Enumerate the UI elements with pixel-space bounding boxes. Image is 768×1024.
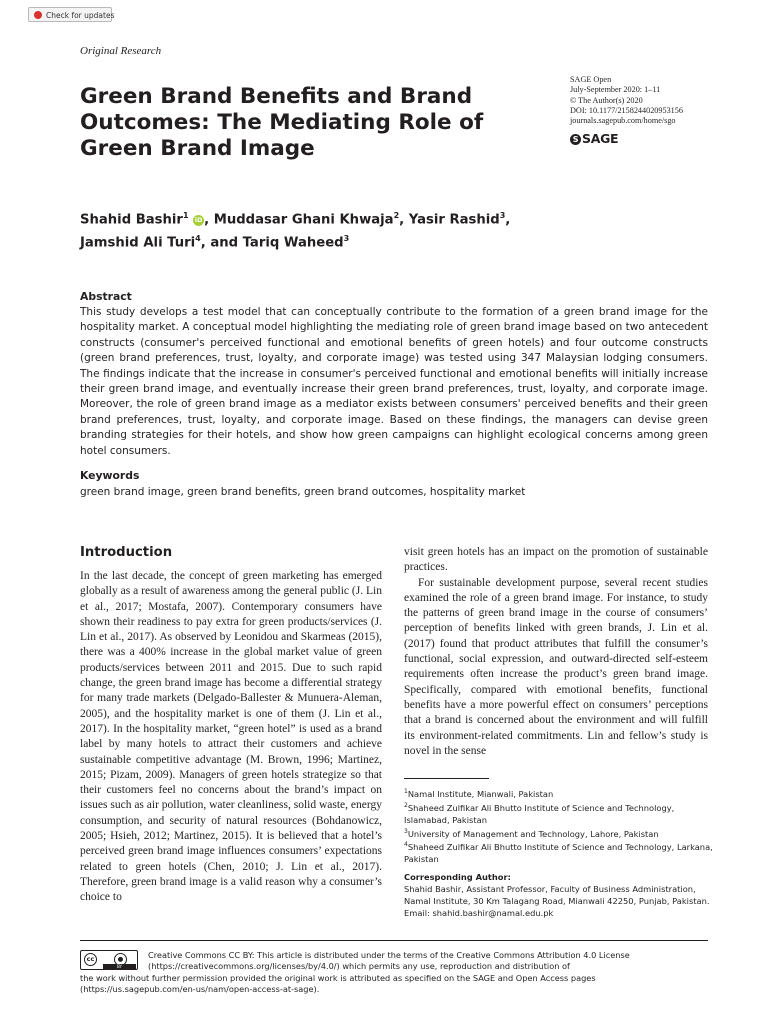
- body-paragraph: visit green hotels has an impact on the promotion of sustainable practices.: [404, 546, 708, 574]
- license-line: Creative Commons CC BY: This article is distributed under the terms of the Creative Commons Attribution 4.0 License: [148, 950, 630, 960]
- creative-commons-icon: cc: [84, 953, 97, 966]
- author-list: [80, 206, 550, 253]
- abstract-text: This study develops a test model that can conceptually contribute to the formation of a green brand image for the hospitality market. A conceptual model highlighting the mediating role of green brand image based on two antecedent constructs (consumer's perceived functional and emotional benefits of green hotels) and four outcome constructs (green brand preferences, trust, loyalty, and corporate image) was tested using 347 Malaysian lodging consumers. The findings indicate that the increase in consumer's perceived functional and emotional benefits will initially increase their green brand image, and eventually increase their green brand preferences, trust, loyalty, and corporate image. Moreover, the role of green brand image as a mediator exists between consumers' perceived benefits and their green brand preferences, trust, loyalty, and corporate image. Based on these findings, the managers can devise green branding strategies for their hotels, and show how green campaigns can highlight ecological concerns among green hotel consumers.: [80, 306, 708, 457]
- license-line: the work without further permission provided the original work is attributed as specified on the SAGE and Open Access pages: [80, 972, 596, 983]
- author-name: Muddasar Ghani Khwaja: [213, 212, 394, 228]
- author-name: Shahid Bashir: [80, 212, 183, 228]
- footnotes: [404, 786, 714, 919]
- paper-title: Green Brand Benefits and Brand Outcomes: The Mediating Role of Green Brand Image: [80, 84, 484, 161]
- corresponding-author-email[interactable]: Email: shahid.bashir@namal.edu.pk: [404, 908, 554, 919]
- body-column-right: [404, 545, 708, 759]
- check-updates-icon: [34, 11, 42, 19]
- body-column-left: [80, 569, 382, 906]
- abstract-heading: Abstract: [80, 290, 132, 303]
- affiliation-note: $^2$Shaheed Zulfikar Ali Bhutto Institute of Science and Technology, Islamabad, Pakistan: [404, 801, 675, 825]
- author-affiliation: 4: [195, 234, 201, 244]
- author-affiliation: 3: [343, 234, 350, 244]
- check-updates-label: Check for updates: [46, 11, 115, 20]
- affiliation-note: $^3$University of Management and Technology, Lahore, Pakistan: [404, 827, 659, 839]
- journal-name: SAGE Open: [570, 75, 612, 84]
- author-name: Yasir Rashid: [408, 212, 500, 228]
- body-paragraph: In the last decade, the concept of green marketing has emerged globally as a result of awareness among the general public (J. Lin et al., 2017; Mostafa, 2007). Contemporary consumers have shown their readiness to pay extra for green products/services (J. Lin et al., 2017). As observed by Leonidou and Skarmeas (2015), there was a 400% increase in the global market value of green products/services between 2011 and 2015. Due to such rapid change, the green brand image has become a differential strategy for many trade markets (Delgado-Ballester & Munuera-Aleman, 2005), and the hospitality market is one of them (J. Lin et al., 2017). In the hospitality market, “green hotel” is used as a brand label by many hotels to attract their customers and achieve sustainable competitive advantage (M. Brown, 1996; Martinez, 2015; Pizam, 2009). Managers of green hotels strategize so that their customers feel no concerns about the brand’s impact on issues such as air pollution, water cleanliness, solid waste, energy consumption, and security of natural resources (Bohdanowicz, 2005; Hsieh, 2012; Martinez, 2015). It is believed that a hotel’s perceived green brand image influences consumers’ expectations related to green hotels (Chen, 2010; J. Lin et al., 2017). Therefore, green brand image is a valid reason why a consumer’s choice to: [80, 570, 382, 904]
- affiliation-note: $^1$Namal Institute, Mianwali, Pakistan: [404, 788, 554, 799]
- license-line: (https://us.sagepub.com/en-us/nam/open-access-at-sage).: [80, 983, 320, 994]
- license-line: (https://creativecommons.org/licenses/by/4.0/) which permits any use, reproduction and distribution of: [148, 961, 570, 972]
- check-for-updates-button[interactable]: [28, 7, 115, 22]
- orcid-icon[interactable]: iD: [194, 216, 203, 225]
- author-affiliation: 2: [393, 211, 400, 220]
- journal-url[interactable]: journals.sagepub.com/home/sgo: [570, 116, 676, 126]
- sage-logo-icon: S: [570, 134, 581, 145]
- author-separator: , and: [200, 235, 243, 251]
- attribution-person-icon: ●: [114, 953, 127, 966]
- affiliation-note: $^4$Shaheed Zulfikar Ali Bhutto Institute of Science and Technology, Larkana, Pakistan: [404, 841, 713, 865]
- author-separator: ,: [505, 212, 511, 228]
- introduction-heading: Introduction: [80, 545, 173, 560]
- footnote-divider: [404, 778, 489, 779]
- journal-doi[interactable]: DOI: 10.1177/2158244020953156: [570, 105, 683, 115]
- author-affiliation: 3: [499, 211, 506, 220]
- journal-metadata: [570, 75, 683, 126]
- author-name: Tariq Waheed: [242, 235, 344, 251]
- sage-logo: S SAGE: [570, 131, 618, 146]
- corresponding-author-heading: Corresponding Author:: [404, 872, 511, 883]
- corresponding-author-line: Shahid Bashir, Assistant Professor, Faculty of Business Administration,: [404, 884, 696, 895]
- corresponding-author-line: Namal Institute, 30 Km Talagang Road, Mianwali 42250, Punjab, Pakistan.: [404, 896, 710, 907]
- journal-issue: July-September 2020: 1–11: [570, 85, 661, 95]
- section-label: Original Research: [80, 45, 162, 57]
- author-separator: ,: [204, 212, 214, 228]
- license-divider: [80, 940, 708, 941]
- keywords-text: green brand image, green brand benefits, green brand outcomes, hospitality market: [80, 486, 526, 498]
- keywords-heading: Keywords: [80, 469, 140, 482]
- license-text: [80, 950, 710, 995]
- journal-copyright: © The Author(s) 2020: [570, 95, 643, 105]
- author-affiliation: 1: [182, 211, 189, 220]
- body-paragraph: For sustainable development purpose, several recent studies examined the role of a green brand image. For instance, to study the patterns of green brand image in the course of consumers’ perception of benefits linked with green brands, J. Lin et al. (2017) found that product attributes that fulfill the consumer’s functional, social expression, and outward-directed self-esteem requirements often increase the product’s green brand image. Specifically, compared with emotional benefits, functional benefits have a more powerful effect on consumers’ perceptions that a brand is concerned about the environment and will fulfill its environment-related commitments. Lin and fellow’s study is novel in the sense: [404, 576, 708, 757]
- by-label: BY: [103, 964, 136, 969]
- author-name: Jamshid Ali Turi: [80, 235, 196, 251]
- author-separator: ,: [399, 212, 409, 228]
